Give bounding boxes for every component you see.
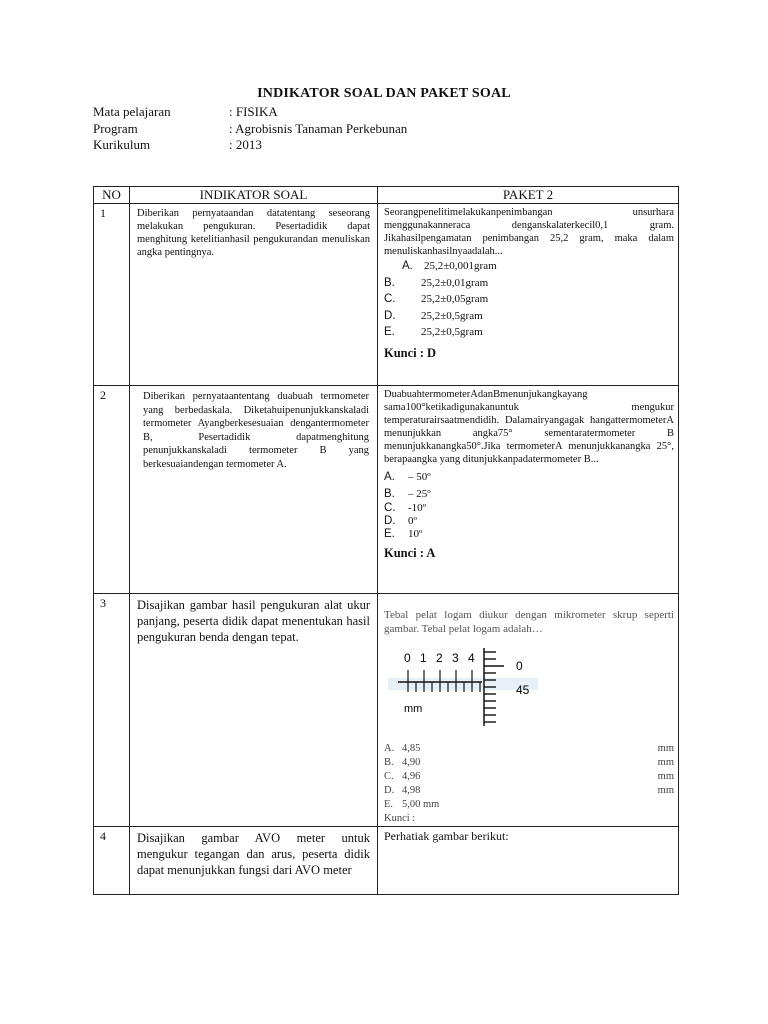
answer-option: A. 4,85 mm [384,743,674,754]
row-number: 1 [94,204,130,386]
answer-option: D. 0º [384,515,417,527]
question-text: DuabuahtermometerAdanBmenunjukangkayang sama100°ketikadigunakanuntuk mengukur temperaturairsaatmendidih. Dalamairyangagak hangattermometerA menunjukkan angka75° sementaratermometer B menunjukkanangka50°.Jika termometerA menunjukkanangka 25°, berapaangka yang ditunjukkanpadatermometer B... [384,389,674,465]
answer-option: E. 25,2±0,5gram [384,326,483,338]
answer-option: C. -10º [384,502,427,514]
meta-key: Kurikulum [93,137,151,152]
answer-option: A. – 50º [384,471,431,483]
scale-label: 4 [468,651,475,665]
question-cell [378,386,679,594]
indicator-text: Diberikan pernyataandan datatentang seseorang melakukan pengukuran. Pesertadidik dapat menghitung ketelitianhasil pengukurandan menuliskan angka pentingnya. [130,204,378,386]
answer-option: C. 25,2±0,05gram [384,293,489,305]
answer-option: C. 4,96 mm [384,771,674,782]
indicator-text: Disajikan gambar AVO meter untuk mengukur tegangan dan arus, peserta didik dapat menunjukkan fungsi dari AVO meter [130,827,378,895]
header-no: NO [94,187,130,204]
answer-key: Kunci : D [384,345,437,360]
question-text: Tebal pelat logam diukur dengan mikrometer skrup seperti gambar. Tebal pelat logam adalah… [384,609,674,635]
scale-label: 2 [436,651,443,665]
table-row [94,386,679,594]
answer-option: B. – 25º [384,487,431,500]
answer-option: B. 4,90 mm [384,757,674,768]
question-table [93,186,679,895]
meta-row-subject [93,104,407,121]
question-text: Seorangpenelitimelakukanpenimbangan unsurhara menggunakanneraca denganskalaterkecil0,1 gram. Jikahasilpengamatan penimbangan 25,2 gram, maka dalam menuliskanhasilnyaadalah... [384,207,674,257]
indicator-text: Diberikan pernyataantentang duabuah termometer yang berbedaskala. Diketahuipenunjukkanskaladi termometer Ayangberkesesuaian dengantermometer B, Pesertadidik dapatmenghitung penunjukkanskaladi termometer B yang berkesuaiandengan termometer A. [130,386,378,594]
table-row [94,204,679,386]
header-indikator: INDIKATOR SOAL [130,187,378,204]
answer-option: A. 25,2±0,001gram [402,260,497,272]
scale-label: 0 [404,651,411,665]
meta-row-curriculum [93,137,407,154]
meta-value: : 2013 [229,137,262,152]
table-header-row [94,187,679,204]
answer-option: E. 10º [384,528,423,540]
options-list [384,742,674,826]
table-row [94,827,679,895]
answer-key: Kunci : A [384,546,436,560]
answer-option: E. 5,00 mm [384,799,440,810]
table-row [94,594,679,827]
row-number: 4 [94,827,130,895]
doc-meta [93,104,407,154]
scale-label: 1 [420,651,427,665]
question-text: Perhatiak gambar berikut: [378,827,679,895]
thimble-label: 45 [516,683,530,697]
meta-row-program [93,121,407,138]
header-paket: PAKET 2 [378,187,679,204]
answer-option: B. 25,2±0,01gram [384,276,489,289]
answer-option: D. 4,98 mm [384,785,674,796]
question-cell [378,594,679,827]
unit-label: mm [404,703,423,715]
answer-option: D. 25,2±0,5gram [384,309,483,322]
doc-title: INDIKATOR SOAL DAN PAKET SOAL [257,86,511,101]
indicator-text: Disajikan gambar hasil pengukuran alat ukur panjang, peserta didik dapat menentukan hasil pengukuran benda dengan tepat. [130,594,378,827]
row-number: 3 [94,594,130,827]
meta-key: Program [93,120,138,136]
meta-value: : Agrobisnis Tanaman Perkebunan [229,120,408,136]
scale-label: 3 [452,651,459,665]
thimble-label: 0 [516,659,523,673]
row-number: 2 [94,386,130,594]
question-cell [378,204,679,386]
meta-value: : FISIKA [229,104,278,119]
micrometer-figure [384,642,554,728]
meta-key: Mata pelajaran [93,104,171,119]
answer-key: Kunci : [384,813,416,824]
